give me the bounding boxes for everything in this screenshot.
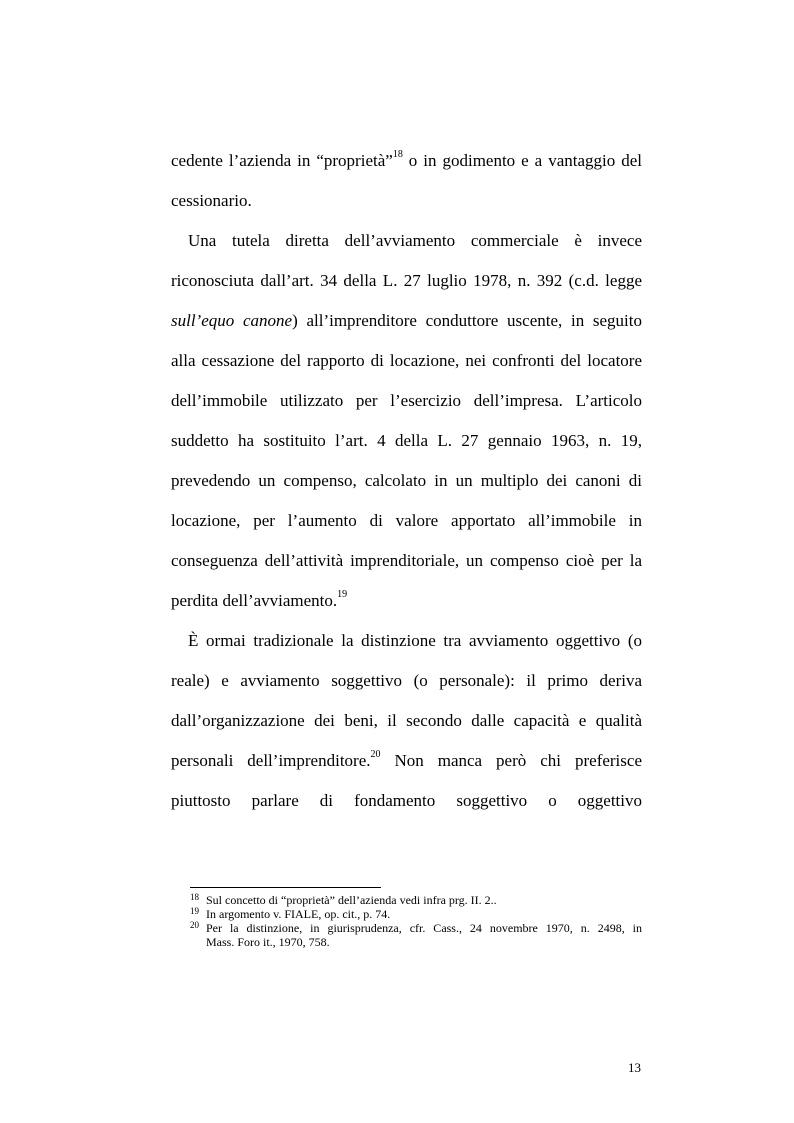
footnote-number: 18	[190, 892, 199, 902]
page-number: 13	[628, 1060, 641, 1075]
paragraph-line: conseguenza dell’attività imprenditoriale, un compenso cioè per la	[171, 551, 642, 570]
paragraph-line	[171, 144, 642, 184]
paragraph-line	[171, 744, 642, 784]
text-run: ) all’imprenditore conduttore uscente, in seguito	[292, 311, 643, 330]
paragraph-line: cessionario.	[171, 191, 252, 210]
paragraph-line: Una tutela diretta dell’avviamento commerciale è invece	[188, 231, 642, 250]
footnote-text: In argomento v. FIALE, op. cit., p. 74.	[206, 907, 391, 921]
text-run: cedente l’azienda in “proprietà”	[171, 151, 393, 170]
text-run: Non manca però chi preferisce	[380, 751, 642, 770]
footnote-text: Mass. Foro it., 1970, 758.	[206, 935, 330, 949]
paragraph-line: suddetto ha sostituito l’art. 4 della L. 27 gennaio 1963, n. 19,	[171, 431, 642, 450]
text-run: o in godimento e a vantaggio del	[402, 151, 642, 170]
footnote-text: Per la distinzione, in giurisprudenza, cfr. Cass., 24 novembre 1970, n. 2498, in	[206, 921, 642, 935]
paragraph-line: È ormai tradizionale la distinzione tra avviamento oggettivo (o	[188, 631, 642, 650]
footnotes	[190, 893, 642, 949]
body-text	[171, 144, 642, 824]
paragraph-line: dall’organizzazione dei beni, il secondo dalle capacità e qualità	[171, 711, 642, 730]
text-run: personali dell’imprenditore.	[171, 751, 371, 770]
footnote-19	[190, 907, 642, 921]
text-run: perdita dell’avviamento.	[171, 591, 338, 610]
paragraph-line: piuttosto parlare di fondamento soggettivo o oggettivo	[171, 791, 642, 810]
footnote-text: Sul concetto di “proprietà” dell’azienda vedi infra prg. II. 2..	[206, 893, 497, 907]
paragraph-line: alla cessazione del rapporto di locazione, nei confronti del locatore	[171, 351, 642, 370]
footnote-ref-18[interactable]: 18	[392, 149, 403, 161]
footnote-separator	[190, 887, 381, 888]
paragraph-line	[171, 584, 642, 624]
italic-text: sull’equo canone	[171, 311, 293, 330]
paragraph-line: riconosciuta dall’art. 34 della L. 27 luglio 1978, n. 392 (c.d. legge	[171, 271, 642, 290]
footnote-number: 20	[190, 920, 199, 930]
footnote-20	[190, 921, 642, 949]
footnote-number: 19	[190, 906, 199, 916]
paragraph-line	[171, 304, 642, 344]
paragraph-line: reale) e avviamento soggettivo (o personale): il primo deriva	[171, 671, 642, 690]
footnote-ref-20[interactable]: 20	[370, 749, 381, 761]
paragraph-line: locazione, per l’aumento di valore apportato all’immobile in	[171, 511, 642, 530]
paragraph-line: dell’immobile utilizzato per l’esercizio dell’impresa. L’articolo	[171, 391, 642, 410]
paragraph-line: prevedendo un compenso, calcolato in un multiplo dei canoni di	[171, 471, 642, 490]
footnote-ref-19[interactable]: 19	[337, 589, 348, 601]
footnote-18	[190, 893, 642, 907]
